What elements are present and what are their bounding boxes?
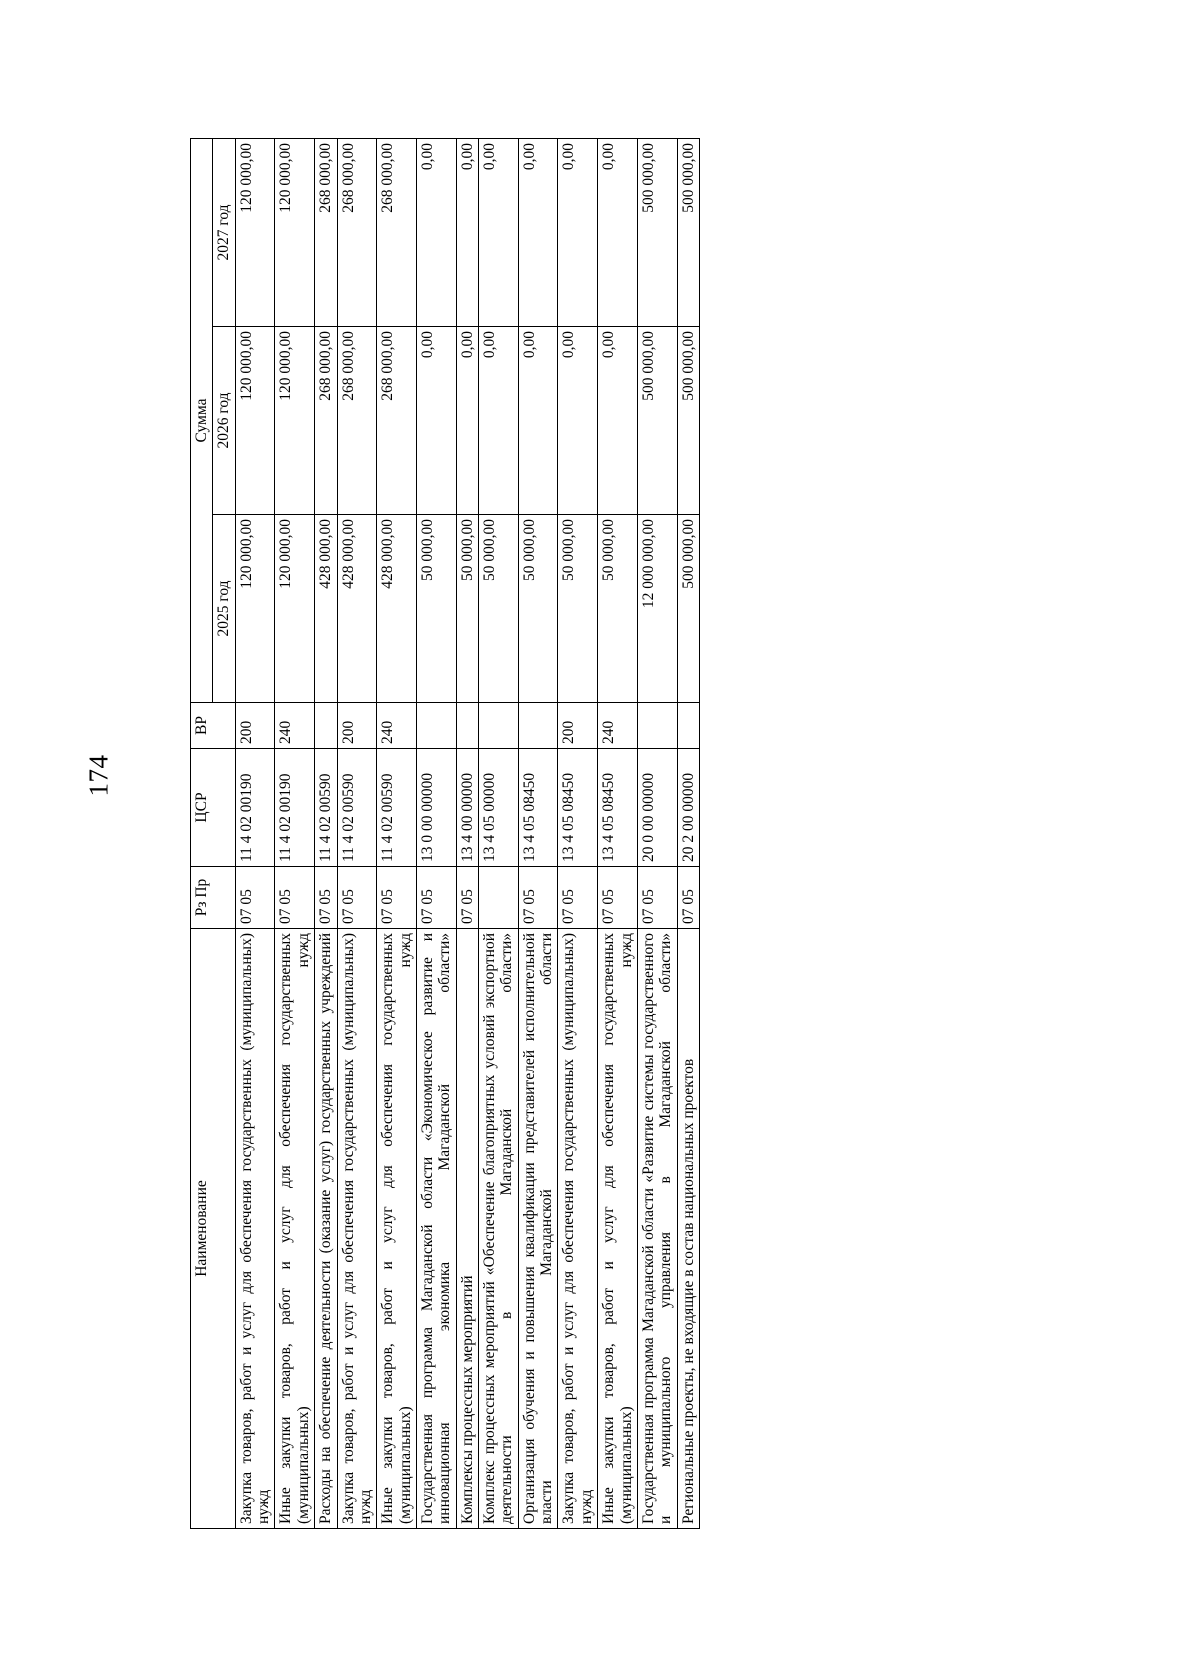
table-row — [416, 138, 456, 1528]
cell-2026: 120 000,00 — [275, 327, 315, 515]
cell-rzpr: 07 05 — [558, 867, 598, 929]
cell-csr: 13 4 00 00000 — [456, 749, 478, 867]
table-row — [456, 138, 478, 1528]
table-header-row-1 — [191, 138, 213, 1528]
cell-name: Закупка товаров, работ и услуг для обеспечения государственных (муниципальных) нужд — [558, 929, 598, 1529]
cell-vr — [677, 703, 699, 749]
cell-2025: 50 000,00 — [558, 515, 598, 703]
cell-2026: 0,00 — [518, 327, 558, 515]
cell-rzpr: 07 05 — [337, 867, 377, 929]
cell-2025: 120 000,00 — [275, 515, 315, 703]
cell-2025: 428 000,00 — [337, 515, 377, 703]
header-csr: ЦСР — [191, 749, 236, 867]
header-rzpr: Рз Пр — [191, 867, 236, 929]
cell-2026: 268 000,00 — [377, 327, 417, 515]
cell-rzpr: 07 05 — [315, 867, 337, 929]
cell-name: Закупка товаров, работ и услуг для обеспечения государственных (муниципальных) нужд — [235, 929, 275, 1529]
cell-rzpr: 07 05 — [598, 867, 638, 929]
cell-name: Иные закупки товаров, работ и услуг для обеспечения государственных (муниципальных) нужд — [275, 929, 315, 1529]
cell-name: Комплекс процессных мероприятий «Обеспечение благоприятных условий экспортной деятельности в Магаданской области» — [479, 929, 519, 1529]
cell-csr: 13 4 05 08450 — [558, 749, 598, 867]
cell-name: Государственная программа Магаданской области «Развитие системы государственного и муниципального управления в Магаданской области» — [637, 929, 677, 1529]
table-header — [191, 138, 236, 1528]
cell-vr — [315, 703, 337, 749]
cell-vr: 200 — [235, 703, 275, 749]
table-row — [315, 138, 337, 1528]
cell-rzpr: 07 05 — [518, 867, 558, 929]
cell-csr: 11 4 02 00590 — [337, 749, 377, 867]
table-body — [235, 138, 699, 1528]
cell-2025: 50 000,00 — [479, 515, 519, 703]
cell-rzpr — [479, 867, 519, 929]
cell-2026: 0,00 — [598, 327, 638, 515]
table-row — [677, 138, 699, 1528]
table-row — [377, 138, 417, 1528]
cell-2027: 0,00 — [479, 138, 519, 326]
cell-2025: 428 000,00 — [315, 515, 337, 703]
header-year-2027: 2027 год — [213, 138, 235, 326]
cell-2027: 0,00 — [558, 138, 598, 326]
cell-2027: 500 000,00 — [637, 138, 677, 326]
cell-vr — [637, 703, 677, 749]
cell-csr: 13 0 00 00000 — [416, 749, 456, 867]
cell-2027: 268 000,00 — [377, 138, 417, 326]
cell-name: Иные закупки товаров, работ и услуг для обеспечения государственных (муниципальных) нужд — [598, 929, 638, 1529]
cell-2027: 500 000,00 — [677, 138, 699, 326]
cell-vr: 240 — [598, 703, 638, 749]
header-year-2025: 2025 год — [213, 515, 235, 703]
cell-vr: 200 — [558, 703, 598, 749]
cell-rzpr: 07 05 — [416, 867, 456, 929]
cell-rzpr: 07 05 — [275, 867, 315, 929]
table-row — [479, 138, 519, 1528]
header-name: Наименование — [191, 929, 236, 1529]
table-row — [637, 138, 677, 1528]
cell-rzpr: 07 05 — [377, 867, 417, 929]
cell-name: Государственная программа Магаданской области «Экономическое развитие и инновационная экономика Магаданской области» — [416, 929, 456, 1529]
header-sum-group: Сумма — [191, 138, 213, 702]
cell-2027: 120 000,00 — [275, 138, 315, 326]
cell-csr: 13 4 05 08450 — [518, 749, 558, 867]
cell-2026: 268 000,00 — [315, 327, 337, 515]
cell-2027: 120 000,00 — [235, 138, 275, 326]
budget-table — [190, 138, 700, 1529]
cell-2025: 50 000,00 — [598, 515, 638, 703]
header-vr: ВР — [191, 703, 236, 749]
cell-rzpr: 07 05 — [677, 867, 699, 929]
cell-2026: 0,00 — [456, 327, 478, 515]
cell-2026: 500 000,00 — [677, 327, 699, 515]
cell-2026: 0,00 — [558, 327, 598, 515]
cell-2027: 0,00 — [518, 138, 558, 326]
header-year-2026: 2026 год — [213, 327, 235, 515]
cell-vr — [518, 703, 558, 749]
table-row — [275, 138, 315, 1528]
cell-name: Закупка товаров, работ и услуг для обеспечения государственных (муниципальных) нужд — [337, 929, 377, 1529]
cell-csr: 13 4 05 08450 — [598, 749, 638, 867]
cell-2027: 0,00 — [456, 138, 478, 326]
cell-csr: 11 4 02 00190 — [275, 749, 315, 867]
table-row — [337, 138, 377, 1528]
cell-rzpr: 07 05 — [456, 867, 478, 929]
cell-2025: 120 000,00 — [235, 515, 275, 703]
cell-2026: 0,00 — [416, 327, 456, 515]
cell-csr: 11 4 02 00190 — [235, 749, 275, 867]
cell-name: Организация обучения и повышения квалификации представителей исполнительной власти Магаданской области — [518, 929, 558, 1529]
cell-2026: 268 000,00 — [337, 327, 377, 515]
cell-name: Расходы на обеспечение деятельности (оказание услуг) государственных учреждений — [315, 929, 337, 1529]
table-row — [558, 138, 598, 1528]
cell-vr — [479, 703, 519, 749]
cell-csr: 13 4 05 00000 — [479, 749, 519, 867]
cell-vr — [456, 703, 478, 749]
cell-vr — [416, 703, 456, 749]
cell-csr: 11 4 02 00590 — [315, 749, 337, 867]
cell-2027: 0,00 — [598, 138, 638, 326]
cell-vr: 240 — [377, 703, 417, 749]
cell-name: Иные закупки товаров, работ и услуг для обеспечения государственных (муниципальных) нужд — [377, 929, 417, 1529]
cell-2025: 428 000,00 — [377, 515, 417, 703]
cell-csr: 11 4 02 00590 — [377, 749, 417, 867]
cell-vr: 200 — [337, 703, 377, 749]
cell-2025: 500 000,00 — [677, 515, 699, 703]
cell-2025: 50 000,00 — [518, 515, 558, 703]
cell-vr: 240 — [275, 703, 315, 749]
table-row — [598, 138, 638, 1528]
cell-csr: 20 2 00 00000 — [677, 749, 699, 867]
cell-2025: 12 000 000,00 — [637, 515, 677, 703]
cell-name: Комплексы процессных мероприятий — [456, 929, 478, 1529]
cell-2026: 0,00 — [479, 327, 519, 515]
cell-2026: 120 000,00 — [235, 327, 275, 515]
cell-2025: 50 000,00 — [456, 515, 478, 703]
rotated-table-container — [190, 139, 1010, 1529]
cell-rzpr: 07 05 — [235, 867, 275, 929]
cell-2027: 268 000,00 — [315, 138, 337, 326]
cell-name: Региональные проекты, не входящие в состав национальных проектов — [677, 929, 699, 1529]
cell-2027: 268 000,00 — [337, 138, 377, 326]
table-row — [518, 138, 558, 1528]
table-row — [235, 138, 275, 1528]
page-number: 174 — [83, 754, 114, 797]
cell-2027: 0,00 — [416, 138, 456, 326]
cell-2025: 50 000,00 — [416, 515, 456, 703]
cell-csr: 20 0 00 00000 — [637, 749, 677, 867]
cell-rzpr: 07 05 — [637, 867, 677, 929]
cell-2026: 500 000,00 — [637, 327, 677, 515]
